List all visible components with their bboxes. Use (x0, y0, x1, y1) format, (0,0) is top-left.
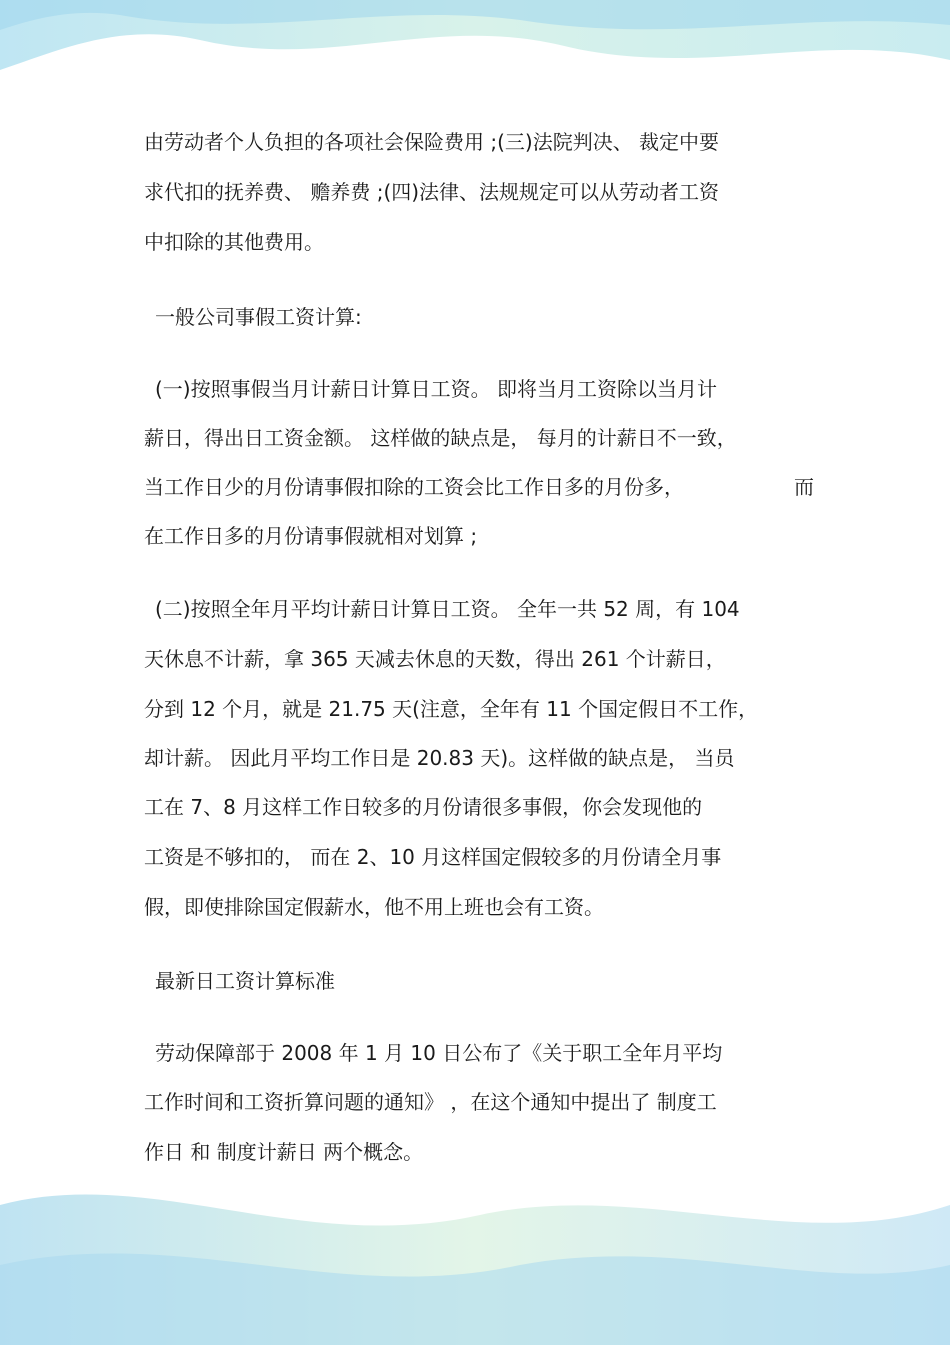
paragraph-2-line-3-text: 当工作日少的月份请事假扣除的工资会比工作日多的月份多， (144, 475, 684, 499)
heading-personal-leave-calculation: 一般公司事假工资计算: (155, 305, 362, 329)
paragraph-3-line-4: 却计薪。 因此月平均工作日是 20.83 天)。这样做的缺点是， 当员 (144, 746, 735, 770)
paragraph-2-line-2: 薪日，得出日工资金额。 这样做的缺点是， 每月的计薪日不一致， (144, 426, 737, 450)
paragraph-2-line-4: 在工作日多的月份请事假就相对划算 ; (144, 524, 478, 548)
paragraph-1-line-1: 由劳动者个人负担的各项社会保险费用 ;(三)法院判决、 裁定中要 (144, 130, 720, 154)
paragraph-3-line-6: 工资是不够扣的， 而在 2、10 月这样国定假较多的月份请全月事 (144, 845, 722, 869)
paragraph-4-line-2: 工作时间和工资折算问题的通知》 ，在这个通知中提出了 制度工 (144, 1090, 717, 1114)
paragraph-1-line-2: 求代扣的抚养费、 赡养费 ;(四)法律、法规规定可以从劳动者工资 (144, 180, 720, 204)
paragraph-3-line-3: 分到 12 个月，就是 21.75 天(注意，全年有 11 个国定假日不工作， (144, 697, 759, 721)
paragraph-1-line-3: 中扣除的其他费用。 (144, 230, 324, 254)
paragraph-4-line-1: 劳动保障部于 2008 年 1 月 10 日公布了《关于职工全年月平均 (155, 1041, 723, 1065)
heading-daily-wage-standard: 最新日工资计算标准 (155, 969, 335, 993)
paragraph-2-line-3 (144, 474, 814, 500)
paragraph-3-line-5: 工在 7、8 月这样工作日较多的月份请很多事假，你会发现他的 (144, 795, 703, 819)
paragraph-2-line-1: (一)按照事假当月计薪日计算日工资。 即将当月工资除以当月计 (155, 377, 717, 401)
paragraph-4-line-3: 作日 和 制度计薪日 两个概念。 (144, 1140, 424, 1164)
paragraph-3-line-7: 假，即使排除国定假薪水，他不用上班也会有工资。 (144, 895, 604, 919)
paragraph-3-line-2: 天休息不计薪，拿 365 天减去休息的天数，得出 261 个计薪日， (144, 647, 726, 671)
paragraph-2-line-3-tail: 而 (794, 475, 814, 499)
paragraph-3-line-1: (二)按照全年月平均计薪日计算日工资。 全年一共 52 周，有 104 (155, 597, 740, 621)
